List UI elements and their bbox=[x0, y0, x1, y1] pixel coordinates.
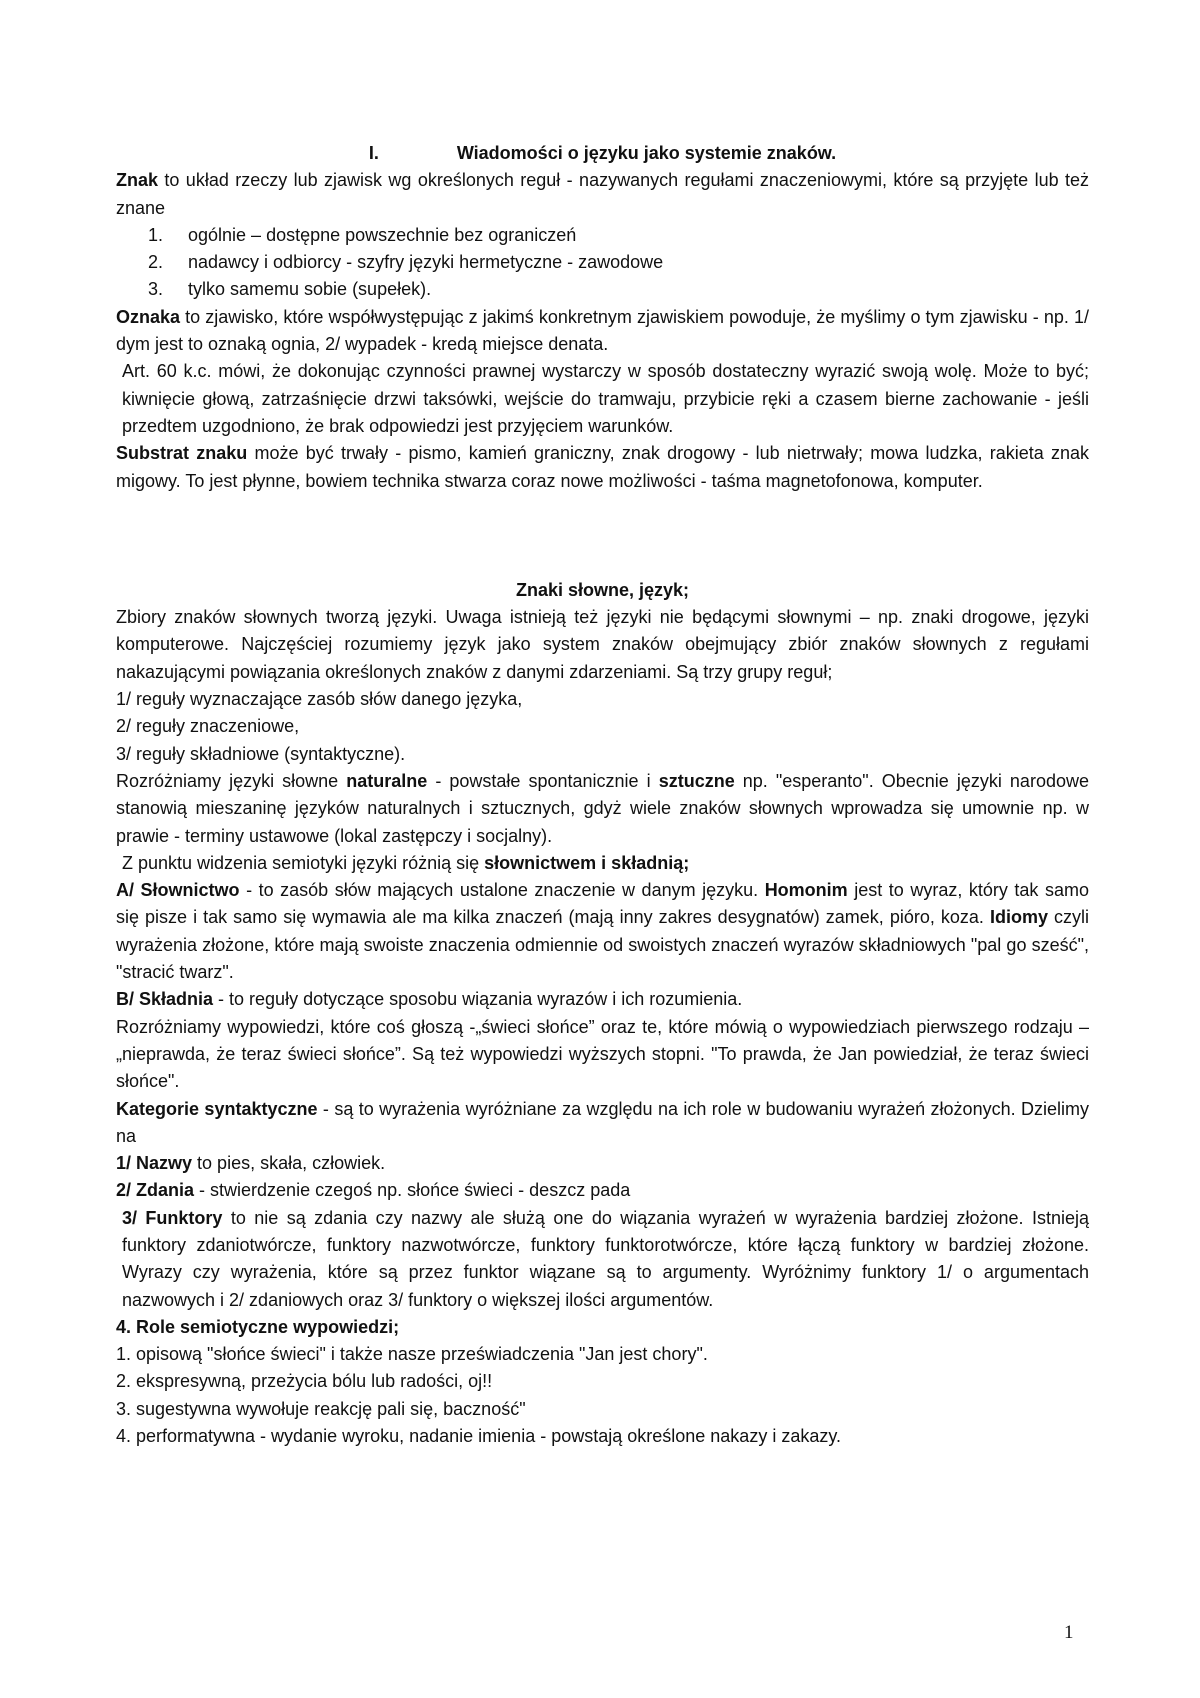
term-homonim: Homonim bbox=[764, 880, 848, 901]
section2-title: Znaki słowne, język; bbox=[515, 579, 690, 600]
list-item: 1. ogólnie – dostępne powszechnie bez ograniczeń bbox=[148, 224, 577, 245]
substrat-definition: może być trwały - pismo, kamień graniczny, znak drogowy - lub nietrwały; mowa ludzka, rakieta znak migowy. To jest płynne, bowiem technika stwarza coraz nowe możliwości - taśma magnetofonowa, komputer. bbox=[116, 443, 1089, 491]
term-znak: Znak bbox=[116, 170, 159, 191]
term-naturalne: naturalne bbox=[346, 770, 428, 791]
znak-list bbox=[116, 222, 1089, 304]
document-body bbox=[116, 140, 1089, 1450]
role-item: 4. performatywna - wydanie wyroku, nadanie imienia - powstają określone nakazy i zakazy. bbox=[116, 1426, 842, 1447]
term-sztuczne: sztuczne bbox=[658, 770, 735, 791]
paragraph-oznaka bbox=[116, 304, 1089, 359]
list-item: 2. nadawcy i odbiorcy - szyfry języki hermetyczne - zawodowe bbox=[148, 252, 664, 273]
term-zdania: 2/ Zdania bbox=[116, 1180, 195, 1201]
role-item: 2. ekspresywną, przeżycia bólu lub radości, oj!! bbox=[116, 1371, 493, 1392]
page-number: 1 bbox=[1064, 1622, 1074, 1643]
paragraph-funktory: 3/ Funktory to nie są zdania czy nazwy ale służą one do wiązania wyrażeń w wyrażenia bardziej złożone. Istnieją funktory zdaniotwórcze, funktory nazwotwórcze, funktory funktorotwórcze, które łączą funktory w bardziej złożone. Wyrazy czy wyrażenia, które są przez funktor wiązane są to argumenty. Wyróżnimy funktory 1/ o argumentach nazwowych i 2/ zdaniowych oraz 3/ funktory o większej ilości argumentów. bbox=[122, 1207, 1089, 1310]
term-skladnia: B/ Składnia bbox=[116, 989, 214, 1010]
rule-item: 2/ reguły znaczeniowe, bbox=[116, 716, 300, 737]
term-nazwy: 1/ Nazwy bbox=[116, 1153, 193, 1174]
paragraph-slownictwo: A/ Słownictwo - to zasób słów mających ustalone znaczenie w danym języku. Homonim jest to wyraz, który tak samo się pisze i tak samo się wymawia ale ma kilka znaczeń (mają inny zakres desygnatów) zamek, pióro, koza. Idiomy czyli wyrażenia złożone, które mają swoiste znaczenia odmiennie od swoistych znaczeń wyrazów składniowych "pal go sześć", "stracić twarz". bbox=[116, 880, 1090, 983]
rule-item: 3/ reguły składniowe (syntaktyczne). bbox=[116, 743, 406, 764]
term-funktory: 3/ Funktory bbox=[122, 1207, 223, 1228]
list-item: 3. tylko samemu sobie (supełek). bbox=[148, 279, 432, 300]
paragraph-rozrozniamy: Rozróżniamy języki słowne naturalne - powstałe spontanicznie i sztuczne np. "esperanto". Obecnie języki narodowe stanowią mieszaninę języków naturalnych i sztucznych, gdyż wiele znaków słownych wprowadza się umownie np. w prawie - terminy ustawowe (lokal zastępczy i socjalny). bbox=[116, 770, 1089, 846]
paragraph-znak bbox=[116, 167, 1089, 222]
role-title: 4. Role semiotyczne wypowiedzi; bbox=[116, 1316, 400, 1337]
paragraph-wypowiedzi: Rozróżniamy wypowiedzi, które coś głoszą -„świeci słońce” oraz te, które mówią o wypowiedziach pierwszego rodzaju – „nieprawda, że teraz świeci słońce”. Są też wypowiedzi wyższych stopni. "To prawda, że Jan powiedział, że teraz świeci słońce". bbox=[116, 1016, 1089, 1092]
term-kategorie: Kategorie syntaktyczne bbox=[116, 1098, 318, 1119]
paragraph-substrat bbox=[116, 440, 1089, 495]
section-heading bbox=[116, 140, 1089, 167]
paragraph-intro: Zbiory znaków słownych tworzą języki. Uwaga istnieją też języki nie będącymi słownymi – np. znaki drogowe, języki komputerowe. Najczęściej rozumiemy język jako system znaków obejmujący zbiór znaków słownych z regułami nakazującymi powiązania określonych znaków z danymi zdarzeniami. Są trzy grupy reguł; bbox=[116, 607, 1089, 682]
role-item: 3. sugestywna wywołuje reakcję pali się, baczność" bbox=[116, 1398, 526, 1419]
paragraph-kategorie: Kategorie syntaktyczne - są to wyrażenia wyróżniane za względu na ich role w budowaniu wyrażeń złożonych. Dzielimy na bbox=[116, 1098, 1090, 1146]
paragraph-art-60: Art. 60 k.c. mówi, że dokonując czynności prawnej wystarczy w sposób dostateczny wyrazić swoją wolę. Może to być; kiwnięcie głową, zatrzaśnięcie drzwi taksówki, wejście do tramwaju, przybicie ręki a czasem bierne zachowanie - jeśli przedtem uzgodniono, że brak odpowiedzi jest przyjęciem warunków. bbox=[122, 361, 1089, 436]
paragraph-zdania: 2/ Zdania - stwierdzenie czegoś np. słońce świeci - deszcz pada bbox=[116, 1180, 631, 1201]
role-item: 1. opisową "słońce świeci" i także nasze przeświadczenia "Jan jest chory". bbox=[116, 1344, 708, 1365]
term-slownictwo-skladnia: słownictwem i składnią; bbox=[484, 852, 690, 873]
section-title: Wiadomości o języku jako systemie znaków. bbox=[456, 143, 837, 163]
term-oznaka: Oznaka bbox=[116, 306, 181, 327]
paragraph-skladnia: B/ Składnia - to reguły dotyczące sposobu wiązania wyrazów i ich rozumienia. bbox=[116, 989, 743, 1010]
paragraph-semiotyka: Z punktu widzenia semiotyki języki różnią się słownictwem i składnią; bbox=[122, 852, 690, 873]
oznaka-definition: to zjawisko, które współwystępując z jakimś konkretnym zjawiskiem powoduje, że myślimy o tym zjawisku - np. 1/ dym jest to oznaką ognia, 2/ wypadek - kredą miejsce denata. bbox=[116, 306, 1089, 355]
term-idiomy: Idiomy bbox=[989, 907, 1048, 928]
znak-definition: to układ rzeczy lub zjawisk wg określonych reguł - nazywanych regułami znaczeniowymi, które są przyjęte lub też znane bbox=[116, 170, 1089, 218]
paragraph-nazwy: 1/ Nazwy to pies, skała, człowiek. bbox=[116, 1153, 386, 1174]
term-substrat: Substrat znaku bbox=[116, 443, 248, 464]
term-slownictwo: A/ Słownictwo bbox=[116, 880, 240, 901]
section-number: I. bbox=[368, 143, 379, 163]
rule-item: 1/ reguły wyznaczające zasób słów danego języka, bbox=[116, 689, 523, 710]
section-spacer bbox=[116, 495, 1089, 577]
